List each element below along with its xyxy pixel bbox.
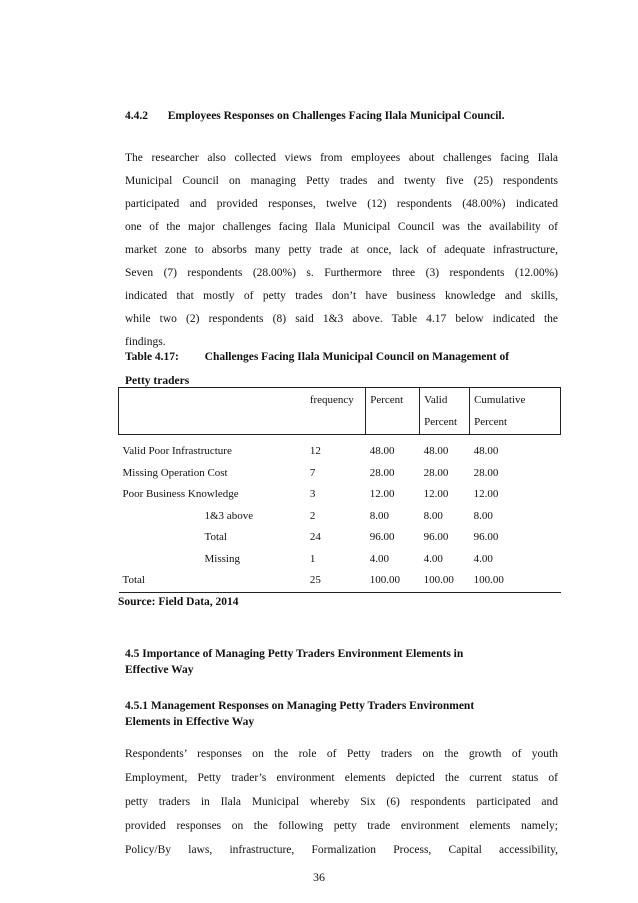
table-cell: 4.00 bbox=[423, 552, 443, 565]
section-4-5-line2: Effective Way bbox=[125, 664, 194, 676]
table-cell: 2 bbox=[309, 509, 316, 522]
table-cell: 24 bbox=[309, 531, 321, 543]
table-cell: 100.00 bbox=[420, 570, 470, 592]
table-label: Table 4.17: bbox=[125, 351, 179, 363]
challenges-table bbox=[118, 387, 561, 593]
table-cell: Poor Business Knowledge bbox=[122, 488, 239, 500]
table-header-cell bbox=[420, 388, 470, 435]
paragraph-line: Municipal Council on managing Petty trades and twenty five (25) respondents bbox=[125, 175, 558, 187]
paragraph-line: participated and provided responses, twelve (12) respondents (48.00%) indicated bbox=[125, 198, 558, 210]
table-cell: 3 bbox=[309, 488, 316, 500]
table-cell: 48.00 bbox=[423, 445, 449, 457]
table-cell: 4.00 bbox=[473, 552, 493, 565]
valid-percent-header: Valid Percent bbox=[424, 394, 458, 428]
table-cell: 12.00 bbox=[369, 488, 395, 500]
table-cell: 96.00 bbox=[473, 531, 499, 543]
table-cell: 25 bbox=[306, 570, 366, 592]
table-row bbox=[119, 484, 561, 506]
table-cell: 28.00 bbox=[473, 466, 499, 479]
paragraph-line: provided responses on the following petty trade environment elements namely; bbox=[125, 820, 558, 832]
table-cell: 4.00 bbox=[369, 552, 389, 565]
table-cell: 48.00 bbox=[473, 445, 499, 457]
paragraph-line: indicated that mostly of petty trades don’t have business knowledge and skills, bbox=[125, 290, 558, 302]
table-cell: 100.00 bbox=[470, 570, 561, 592]
paragraph-line: market zone to absorbs many petty trade at once, lack of adequate infrastructure, bbox=[125, 244, 558, 256]
paragraph-line: Respondents’ responses on the role of Petty traders on the growth of youth bbox=[125, 748, 558, 760]
table-cell: 28.00 bbox=[423, 466, 449, 479]
table-header-row bbox=[119, 388, 561, 435]
paragraph-line: Employment, Petty trader’s environment elements depicted the current status of bbox=[125, 772, 558, 784]
table-cell: 12.00 bbox=[473, 488, 499, 500]
cumulative-percent-header: Cumulative Percent bbox=[474, 394, 526, 428]
table-cell: Missing bbox=[204, 552, 240, 565]
section-4-5-line1: 4.5 Importance of Managing Petty Traders Environment Elements in bbox=[125, 648, 464, 660]
table-header-cell bbox=[119, 388, 306, 435]
section-heading-4-5-1 bbox=[125, 698, 474, 730]
table-cell: 96.00 bbox=[423, 531, 449, 543]
table-row bbox=[119, 506, 561, 528]
table-cell: 8.00 bbox=[423, 509, 443, 522]
paragraph-line: while two (2) respondents (8) said 1&3 above. Table 4.17 below indicated the bbox=[125, 313, 558, 325]
table-row bbox=[119, 549, 561, 571]
table-cell: 12 bbox=[309, 445, 321, 457]
table-cell: Valid Poor Infrastructure bbox=[122, 445, 232, 457]
table-header-cell: frequency bbox=[306, 388, 366, 435]
table-cell: 1&3 above bbox=[204, 509, 254, 522]
section-4-5-1-line2: Elements in Effective Way bbox=[125, 716, 255, 728]
paragraph-line: petty traders in Ilala Municipal whereby Six (6) respondents participated and bbox=[125, 796, 558, 808]
table-caption bbox=[125, 345, 560, 393]
section-heading-4-4-2 bbox=[125, 110, 504, 122]
table-source: Source: Field Data, 2014 bbox=[118, 596, 239, 608]
table-cell: Total bbox=[204, 531, 227, 543]
paragraph-line: findings. bbox=[125, 336, 166, 348]
table-title-cont: Petty traders bbox=[125, 375, 190, 387]
paragraph-line: Policy/By laws, infrastructure, Formalization Process, Capital accessibility, bbox=[125, 844, 558, 856]
table-row bbox=[119, 435, 561, 463]
table-title: Challenges Facing Ilala Municipal Council on Management of bbox=[204, 351, 510, 363]
table-row bbox=[119, 527, 561, 549]
table-cell: 12.00 bbox=[423, 488, 449, 500]
table-cell: 8.00 bbox=[369, 509, 389, 522]
table-row bbox=[119, 463, 561, 485]
page-number: 36 bbox=[313, 870, 325, 884]
table-cell: 28.00 bbox=[369, 466, 395, 479]
table-cell: 7 bbox=[309, 466, 316, 479]
table-cell: Total bbox=[119, 570, 306, 592]
table-cell: 8.00 bbox=[473, 509, 493, 522]
section-4-5-1-line1: 4.5.1 Management Responses on Managing Petty Traders Environment bbox=[125, 700, 475, 712]
table-cell: 96.00 bbox=[369, 531, 395, 543]
section-title: Employees Responses on Challenges Facing Ilala Municipal Council. bbox=[167, 110, 505, 122]
table-header-cell: Percent bbox=[366, 388, 420, 435]
paragraph-line: Seven (7) respondents (28.00%) s. Furthermore three (3) respondents (12.00%) bbox=[125, 267, 558, 279]
table-cell: 1 bbox=[309, 552, 316, 565]
section-heading-4-5 bbox=[125, 646, 463, 678]
section-number: 4.4.2 bbox=[125, 110, 148, 122]
table-cell: 48.00 bbox=[369, 445, 395, 457]
paragraph-line: one of the major challenges facing Ilala Municipal Council was the availability of bbox=[125, 221, 558, 233]
table-cell: Missing Operation Cost bbox=[122, 466, 228, 479]
table-row bbox=[119, 570, 561, 592]
paragraph-line: The researcher also collected views from employees about challenges facing Ilala bbox=[125, 152, 558, 164]
table-header-cell bbox=[470, 388, 561, 435]
table-cell: 100.00 bbox=[366, 570, 420, 592]
